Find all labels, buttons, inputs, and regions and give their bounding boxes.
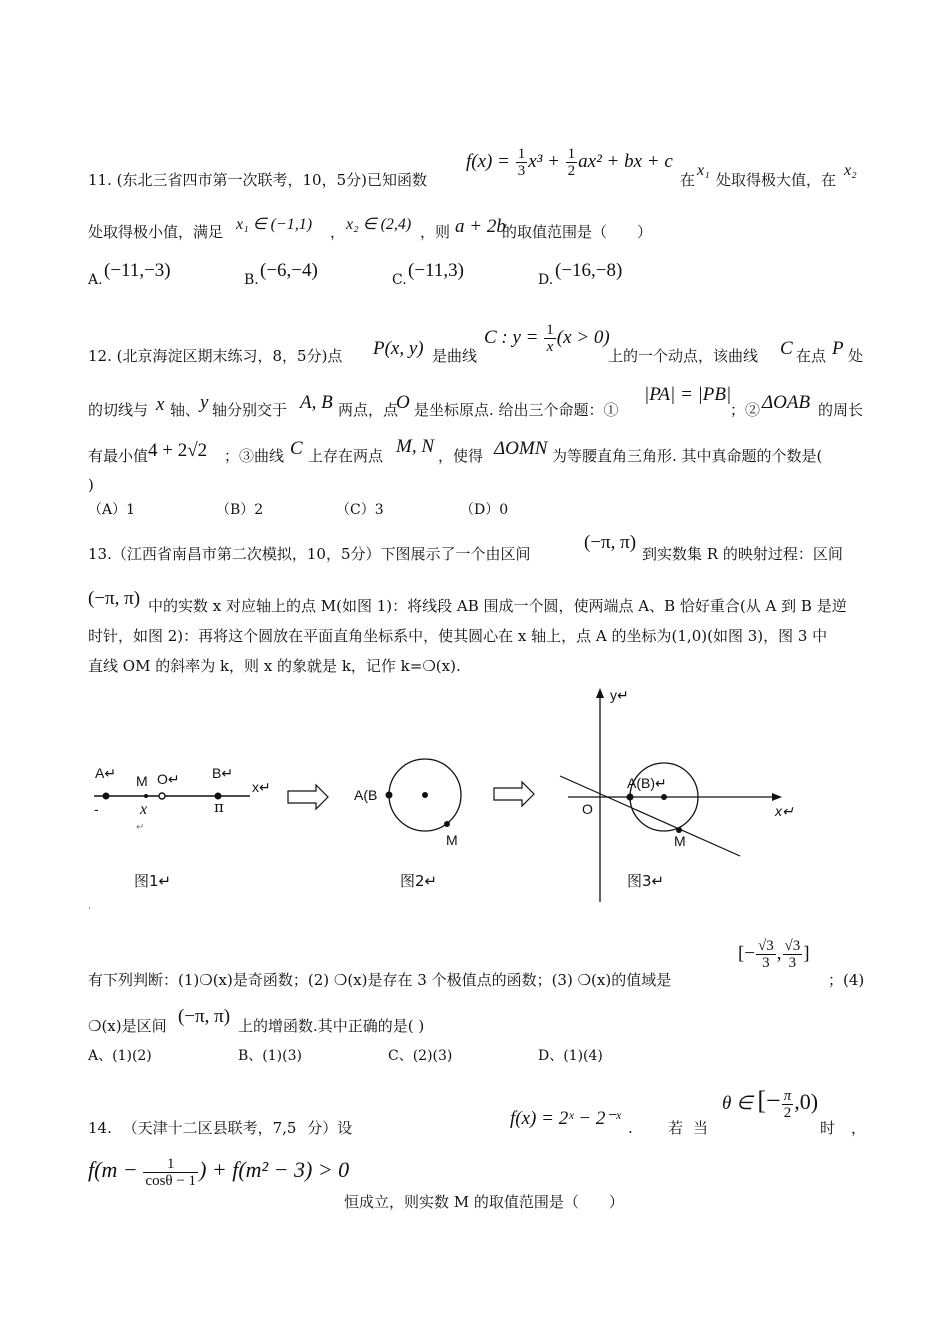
q14-tail: 恒成立，则实数 M 的取值范围是（ ） [344,1193,624,1211]
q13-figures [0,680,950,920]
arrow-2-icon [494,782,534,806]
q12-option-a[interactable]: （A）1 [88,502,136,518]
q13-interval-2: (−π, π) [88,588,141,609]
q12-l3d: ，使得 [438,447,484,465]
q12-l3a: 有最小值 [88,447,149,465]
q11-then: ，则 [420,223,451,241]
label-ab: A(B)↵ [627,775,667,791]
q12-option-c[interactable]: （C）3 [336,502,384,518]
q12-curve: C : y = $\frac{1}{x}$ (x > 0) [484,322,610,355]
q11-x2: x₂ [844,162,857,179]
q12-y: y [200,392,209,413]
q11-expr: a + 2b [455,216,506,237]
q11-cond2: x₂ ∈ (2,4) [346,216,412,233]
option-value: (−16,−8) [555,260,623,281]
q12-tail1: 上的一个动点，该曲线 [608,347,759,365]
q13-judge: 有下列判断：(1)❍(x)是奇函数；(2) ❍(x)是存在 3 个极值点的函数；(3) ❍(x)的值域是 [88,971,672,989]
center-point [422,792,428,798]
q11-line2-start: 处取得极小值，满足 [88,223,224,241]
caption-figure-1: 图1↵ [134,872,172,890]
q12-at-point: 在点 [796,347,827,365]
option-label: B. [244,272,259,288]
q12-O: O [396,392,410,413]
q12-l2f: ；② [730,401,761,419]
q12-l3e: 为等腰直角三角形. 其中真命题的个数是( [552,447,823,465]
figure-1 [94,765,271,890]
q12-prop1: |PA| = |PB| [644,384,732,405]
q11-ask: 的取值范围是（ ） [502,223,653,241]
q13-option-a[interactable]: A、(1)(2) [88,1048,152,1064]
q12-is-curve: 是曲线 [432,347,478,365]
q11-text-zai: 在 [680,171,696,189]
point-o [159,793,165,799]
option-value: (−6,−4) [260,260,318,281]
q11-cond1: x₁ ∈ (−1,1) [236,216,313,233]
q13-l6b: 上的增函数.其中正确的是( ) [238,1017,425,1035]
point-ab [386,792,393,799]
q12-tri2: ΔOMN [494,438,548,459]
q12-intro: 12. (北京海淀区期末练习，8，5分)点 [88,347,343,365]
label-m: M [136,773,148,789]
q12-l2b: 轴、 [170,401,201,419]
caption-figure-2: 图2↵ [400,872,438,890]
q12-l3c: 上存在两点 [308,447,384,465]
q13-l3: 时针，如图 2)：再将这个圆放在平面直角坐标系中，使其圆心在 x 轴上，点 A 的坐标为(1,0)(如图 3)，图 3 中 [88,627,828,645]
arrow-1-icon [288,785,328,809]
q12-l2g: 的周长 [818,401,864,419]
q12-x: x [156,394,165,415]
q12-at: 处 [848,347,864,365]
q12-MN: M, N [396,436,434,457]
q11-intro: 11. (东北三省四市第一次联考，10，5分)已知函数 [88,171,427,189]
q13-interval-3: (−π, π) [178,1006,231,1027]
q12-point: P(x, y) [373,338,424,359]
q13-l4: 直线 OM 的斜率为 k，则 x 的象就是 k，记作 k=❍(x). [88,657,461,675]
q13-stray-mark: ' [88,906,91,917]
q13-l6a: ❍(x)是区间 [88,1017,167,1035]
q14-dot: . [628,1119,633,1137]
q12-C: C [780,338,793,359]
label-b: B↵ [212,765,234,781]
q12-l2a: 的切线与 [88,401,149,419]
label-a: A↵ [95,765,117,781]
option-label: C. [392,272,407,288]
q13-l2: 中的实数 x 对应轴上的点 M(如图 1)：将线段 AB 围成一个圆，使两端点 A、B 恰好重合(从 A 到 B 是逆 [148,597,847,615]
center-point [661,794,667,800]
label-pi: π [214,798,224,816]
point-a [627,794,634,801]
label-ab: A(B [354,787,378,803]
label-o: O [582,801,593,817]
q13-interval: (−π, π) [584,532,637,553]
label-m: M [446,832,458,848]
q12-option-b[interactable]: （B）2 [216,502,264,518]
q12-tri1: ΔOAB [762,392,811,413]
q12-l4: ) [88,476,94,494]
label-x-var: x [140,801,148,818]
point-m [144,794,148,798]
option-value: (−11,−3) [104,260,171,281]
option-label: D. [538,272,554,288]
y-arrow-icon [596,688,604,698]
label-x: x↵ [775,803,794,819]
q14-theta: θ ∈ [− $\frac{\pi}{2}$ ,0) [722,1085,819,1121]
q12-l2e: 是坐标原点. 给出三个命题：① [414,401,619,419]
q14-shi: 时， [820,1119,883,1137]
label-return: ↵ [136,822,145,833]
q14-intro: 14. （天津十二区县联考，7,5 分）设 [88,1119,353,1137]
x-arrow-icon [772,793,782,801]
label-x-axis: x↵ [252,779,271,795]
q12-l2d: 两点，点 [338,401,399,419]
q11-comma: ， [330,223,346,241]
label-m: M [674,833,686,849]
q13-option-d[interactable]: D、(1)(4) [538,1048,603,1064]
q13-intro: 13.（江西省南昌市第二次模拟，10，5分）下图展示了一个由区间 [88,545,531,563]
figure-3 [560,687,794,902]
caption-figure-3: 图3↵ [627,872,665,890]
figure-2 [354,759,461,890]
q13-option-c[interactable]: C、(2)(3) [388,1048,453,1064]
label-o: O↵ [157,771,180,787]
q12-minval: 4 + 2√2 [148,440,208,461]
q13-intro-tail: 到实数集 R 的映射过程：区间 [642,545,843,563]
q12-AB: A, B [300,392,333,413]
point-a [103,793,110,800]
label-y: y↵ [610,687,629,703]
q12-C2: C [290,438,303,459]
q14-inequality: f(m − $\frac{1}{\cos\theta - 1}$ ) + f(m² − 3) > 0 [88,1156,350,1189]
q11-function: f(x) = $\frac{1}{3}$ x³ + $\frac{1}{2}$ ax² + bx + c [466,146,673,179]
q12-l3b: ；③曲线 [224,447,285,465]
q12-option-d[interactable]: （D）0 [460,502,509,518]
option-value: (−11,3) [408,260,464,281]
q11-text-max: 处取得极大值，在 [716,171,837,189]
q12-P: P [832,338,844,359]
q11-x1: x₁ [697,162,710,179]
option-label: A. [88,272,103,288]
q13-option-b[interactable]: B、(1)(3) [238,1048,302,1064]
q13-range: [− $\frac{√3}{3}$ , $\frac{√3}{3}$ ] [738,938,810,971]
q13-judge-end: ；(4) [828,971,865,989]
q14-func: f(x) = 2ˣ − 2⁻ˣ [510,1108,621,1129]
q12-l2c: 轴分别交于 [212,401,288,419]
label-minus: - [94,801,99,817]
q14-ruo: 若当 [668,1119,719,1137]
point-m [444,821,450,827]
